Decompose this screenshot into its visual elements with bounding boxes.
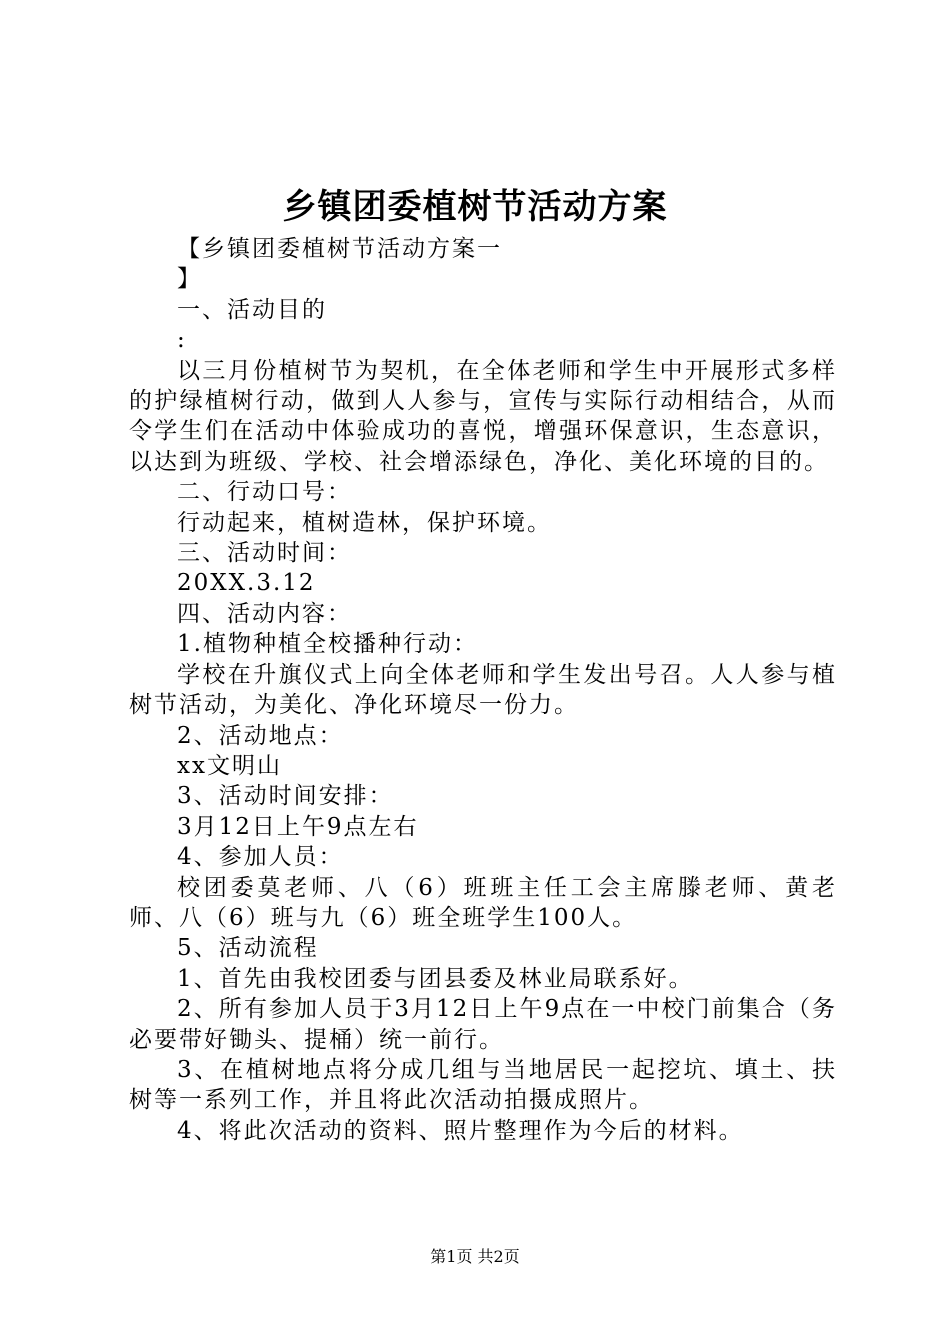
document-title: 乡镇团委植树节活动方案 — [282, 187, 668, 227]
paragraph-schedule: 3月12日上午9点左右 — [177, 813, 419, 840]
paragraph-call: 学校在升旗仪式上向全体老师和学生发出号召。人人参与植树节活动，为美化、净化环境尽一份力。 — [129, 661, 837, 719]
paragraph-heading-line: 【乡镇团委植树节活动方案一 — [177, 236, 502, 262]
subheading-location: 2、活动地点： — [177, 722, 344, 749]
page-number: 第1页 共2页 — [430, 1247, 520, 1266]
process-step-4: 4、将此次活动的资料、照片整理作为今后的材料。 — [177, 1117, 744, 1144]
subheading-planting: 1.植物种植全校播种行动： — [177, 631, 478, 658]
process-step-2: 2、所有参加人员于3月12日上午9点在一中校门前集合（务必要带好锄头、提桶）统一前行。 — [129, 996, 837, 1053]
paragraph-date: 20XX.3.12 — [177, 570, 316, 597]
section-heading-content: 四、活动内容： — [177, 600, 352, 627]
section-heading-time: 三、活动时间： — [177, 540, 352, 567]
subheading-schedule: 3、活动时间安排： — [177, 783, 394, 810]
paragraph-colon: : — [177, 327, 187, 354]
subheading-process: 5、活动流程 — [177, 935, 319, 962]
paragraph-location: xx文明山 — [177, 752, 282, 779]
process-step-3: 3、在植树地点将分成几组与当地居民一起挖坑、填土、扶树等一系列工作，并且将此次活动拍摄成照片。 — [129, 1056, 837, 1114]
section-heading-purpose: 一、活动目的 — [177, 296, 327, 323]
document-body — [129, 234, 837, 1146]
paragraph-participants: 校团委莫老师、八（6）班班主任工会主席滕老师、黄老师、八（6）班与九（6）班全班学生100人。 — [129, 874, 837, 931]
section-heading-slogan: 二、行动口号： — [177, 479, 352, 506]
paragraph-bracket: 】 — [177, 266, 202, 293]
process-step-1: 1、首先由我校团委与团县委及林业局联系好。 — [177, 965, 694, 992]
paragraph-slogan: 行动起来，植树造林，保护环境。 — [177, 509, 552, 536]
subheading-participants: 4、参加人员： — [177, 844, 344, 871]
paragraph-purpose: 以三月份植树节为契机，在全体老师和学生中开展形式多样的护绿植树行动，做到人人参与，宣传与实际行动相结合，从而令学生们在活动中体验成功的喜悦，增强环保意识，生态意识，以达到为班级、学校、社会增添绿色，净化、美化环境的目的。 — [129, 357, 837, 475]
